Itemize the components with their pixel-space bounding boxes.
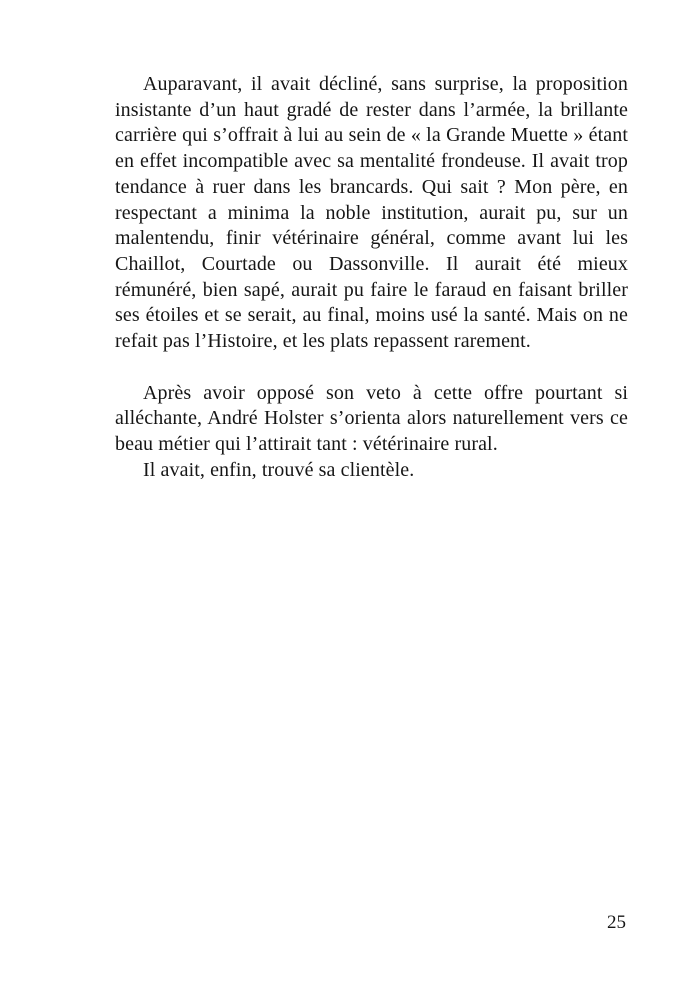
page-number: 25: [607, 912, 626, 933]
paragraph-3: Il avait, enfin, trouvé sa clientèle.: [143, 458, 415, 481]
paragraph-1: Auparavant, il avait décliné, sans surprise, la proposition insistante d’un haut gradé de rester dans l’armée, la brillante carrière qui s’offrait à lui au sein de « la Grande Muette » étant en effet incompatible avec sa mentalité frondeuse. Il avait trop tendance à ruer dans les brancards. Qui sait ? Mon père, en respectant a minima la noble institution, aurait pu, sur un malentendu, finir vétérinaire général, comme avant lui les Chaillot, Courtade ou Dassonville. Il aurait été mieux rémunéré, bien sapé, aurait pu faire le faraud en faisant briller ses étoiles et se serait, au final, moins usé la santé. Mais on ne refait pas l’Histoire, et les plats repassent rarement.: [115, 73, 628, 353]
paragraph-2: Après avoir opposé son veto à cette offre pourtant si alléchante, André Holster s’orienta alors naturellement vers ce beau métier qui l’attirait tant : vétérinaire rural.: [115, 381, 628, 456]
page-text: [115, 72, 628, 484]
